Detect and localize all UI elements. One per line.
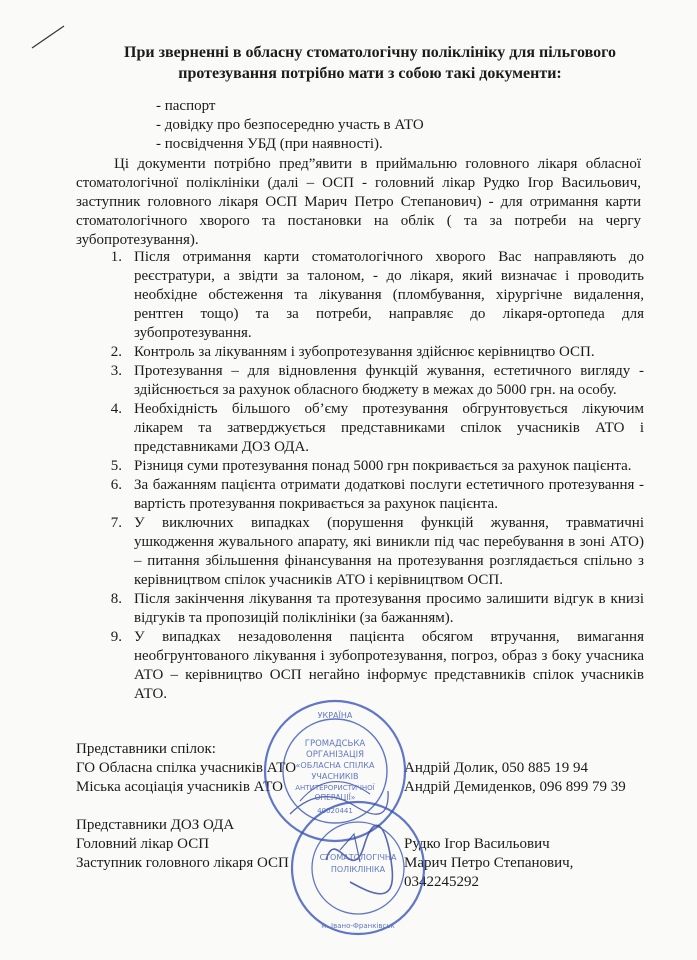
intro-paragraph: Ці документи потрібно пред”явити в приймальню головного лікаря обласної стоматологічної поліклініки (далі – ОСП - головний лікар Рудко Ігор Васильович, заступник головного лікаря ОСП Марич Петро Степанович) - для отримання карти стоматологічного хворого та постановки на облік ( та за потреби на чергу зубопротезування). [76,156,641,248]
svg-text:ОРГАНІЗАЦІЯ: ОРГАНІЗАЦІЯ [306,750,364,760]
step-number: 7. [110,515,122,531]
step-number: 5. [110,458,122,474]
svg-text:ГРОМАДСЬКА: ГРОМАДСЬКА [304,739,366,749]
step-text: У випадках незадоволення пацієнта обсягом втручання, вимагання необгрунтованого лікування і зубопротезування, погроз, образ з боку учасника АТО – керівництво ОСП негайно інформує представників спілок учасників АТО. [134,629,644,702]
procedure-steps-list [76,248,644,704]
svg-text:«ОБЛАСНА СПІЛКА: «ОБЛАСНА СПІЛКА [295,761,375,770]
step-text: Необхідність більшого об’єму протезування обгрунтовується лікуючим лікарем та затверджується представниками спілок учасників АТО і представниками ДОЗ ОДА. [134,401,644,455]
union-org-1: ГО Обласна спілка учасників АТО [76,760,297,776]
required-document-item: - довідку про безпосередню участь в АТО [156,117,424,133]
polyclinic-stamp [288,790,428,940]
step-number: 2. [110,344,122,360]
required-document-item: - посвідчення УБД (при наявності). [156,136,383,152]
procedure-step [76,514,644,590]
procedure-step [76,476,644,514]
svg-text:ПОЛІКЛІНІКА: ПОЛІКЛІНІКА [330,865,386,874]
step-text: У виключних випадках (порушення функцій жування, травматичні ушкодження жувального апарату, які виникли під час перебування в зоні АТО) – питання збільшення фінансування на протезування розглядається спільно з керівництвом спілок учасників АТО і керівництвом ОСП. [134,515,644,588]
step-text: Протезування – для відновлення функцій жування, естетичного вигляду - здійснюється за рахунок обласного бюджету в межах до 5000 грн. на особу. [134,363,644,398]
step-text: Контроль за лікуванням і зубопротезування здійснює керівництво ОСП. [134,344,595,360]
procedure-step [76,628,644,704]
doz-role-1-person: Рудко Ігор Васильович [404,836,550,852]
procedure-step [76,362,644,400]
step-text: Після закінчення лікування та протезування просимо залишити відгук в книзі відгуків та пропозицій поліклініки (за бажанням). [134,591,644,626]
pen-stroke-mark [28,22,68,52]
doz-heading: Представники ДОЗ ОДА [76,817,235,833]
doz-role-2-person: Марич Петро Степанович, [404,855,574,871]
svg-text:УЧАСНИКІВ: УЧАСНИКІВ [311,772,359,781]
step-text: За бажанням пацієнта отримати додаткові послуги естетичного протезування - вартість протезування покривається за рахунок пацієнта. [134,477,644,512]
svg-text:40020441: 40020441 [317,807,353,815]
union-org-1-contact: Андрій Долик, 050 885 19 94 [404,760,589,776]
step-text: Після отримання карти стоматологічного хворого Вас направляють до реєстратури, а звідти за талоном, - до лікаря, який визначає і проводить необхідне обстеження та лікування (пломбування, хірургічне видалення, рентген тощо) та за потреби, направляє до лікаря-ортопеда для зубопротезування. [134,249,644,341]
step-number: 6. [110,477,122,493]
unions-heading: Представники спілок: [76,741,216,757]
procedure-step [76,457,644,476]
svg-text:УКРАЇНА: УКРАЇНА [317,711,353,720]
required-document-item: - паспорт [156,98,216,114]
union-org-2-contact: Андрій Демиденков, 096 899 79 39 [404,779,626,795]
svg-text:СТОМАТОЛОГІЧНА: СТОМАТОЛОГІЧНА [319,853,397,862]
procedure-step [76,590,644,628]
svg-text:ОПЕРАЦІЇ»: ОПЕРАЦІЇ» [314,793,356,802]
procedure-step [76,343,644,362]
step-number: 1. [110,249,122,265]
step-number: 4. [110,401,122,417]
doz-role-1: Головний лікар ОСП [76,836,210,852]
svg-text:м. Івано-Франківськ: м. Івано-Франківськ [321,922,395,930]
step-text: Різниця суми протезування понад 5000 грн покривається за рахунок пацієнта. [134,458,632,474]
document-title: При зверненні в обласну стоматологічну поліклініку для пільгового протезування потрібно мати з собою такі документи: [124,44,616,82]
doz-role-2: Заступник головного лікаря ОСП [76,855,289,871]
svg-text:АНТИТЕРОРИСТИЧНОЇ: АНТИТЕРОРИСТИЧНОЇ [295,784,375,792]
union-org-2: Міська асоціація учасників АТО [76,779,283,795]
doz-role-2-phone: 0342245292 [404,874,479,890]
step-number: 8. [110,591,122,607]
required-documents-list [156,97,424,154]
procedure-step [76,400,644,457]
step-number: 3. [110,363,122,379]
step-number: 9. [110,629,122,645]
procedure-step [76,248,644,343]
